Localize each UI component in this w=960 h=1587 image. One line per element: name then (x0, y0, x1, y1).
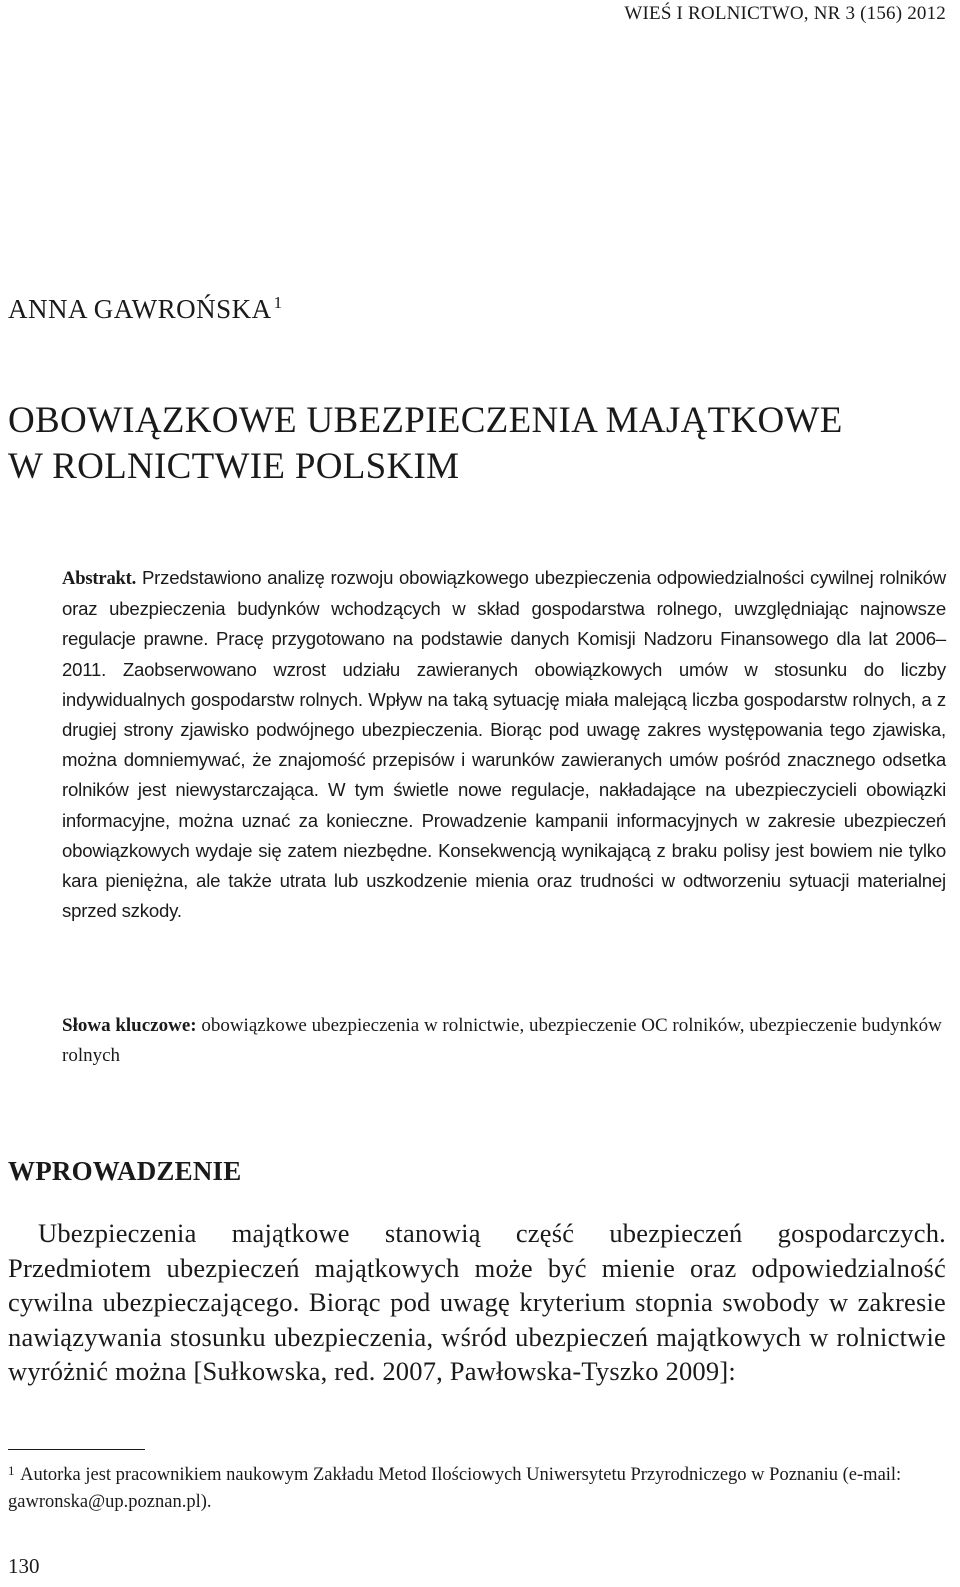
author-footnote-mark: 1 (273, 293, 283, 312)
footnote (8, 1457, 946, 1516)
keywords-label: Słowa kluczowe: (62, 1015, 197, 1036)
footnote-divider (8, 1449, 145, 1450)
page-number: 130 (8, 1554, 40, 1578)
author-name-text: ANNA GAWROŃSKA (8, 294, 272, 324)
running-header: WIEŚ I ROLNICTWO, NR 3 (156) 2012 (624, 3, 946, 24)
author-name (8, 293, 283, 325)
footnote-mark: 1 (8, 1463, 15, 1478)
abstract (62, 563, 946, 926)
section-heading: WPROWADZENIE (8, 1156, 242, 1186)
abstract-text: Przedstawiono analizę rozwoju obowiązkowego ubezpieczenia odpowiedzialności cywilnej rolników oraz ubezpieczenia budynków wchodzących w skład gospodarstwa rolnego, uwzględniając najnowsze regulacje prawne. Pracę przygotowano na podstawie danych Komisji Nadzoru Finansowego dla lat 2006–2011. Zaobserwowano wzrost udziału zawieranych obowiązkowych umów w stosunku do liczby indywidualnych gospodarstw rolnych. Wpływ na taką sytuację miała malejącą liczba gospodarstw rolnych, a z drugiej strony zjawisko podwójnego ubezpieczenia. Biorąc pod uwagę zakres występowania tego zjawiska, można domniemywać, że znajomość przepisów i warunków zawieranych umów pośród znacznego odsetka rolników jest niewystarczająca. W tym świetle nowe regulacje, nakładające na ubezpieczycieli obowiązki informacyjne, można uznać za konieczne. Prowadzenie kampanii informacyjnych w zakresie ubezpieczeń obowiązkowych wydaje się zatem niezbędne. Konsekwencją wynikającą z braku polisy jest bowiem nie tylko kara pieniężna, ale także utrata lub uszkodzenie mienia oraz trudności w odtworzeniu sytuacji materialnej sprzed szkody. (62, 567, 946, 922)
keywords (62, 1011, 946, 1071)
footnote-text: Autorka jest pracownikiem naukowym Zakładu Metod Ilościowych Uniwersytetu Przyrodniczego w Poznaniu (e-mail: gawronska@up.poznan.pl). (8, 1465, 902, 1512)
abstract-label: Abstrakt. (62, 568, 137, 589)
article-title-line2: W ROLNICTWIE POLSKIM (8, 446, 460, 487)
article-title-line1: OBOWIĄZKOWE UBEZPIECZENIA MAJĄTKOWE (8, 400, 843, 441)
intro-paragraph: Ubezpieczenia majątkowe stanowią część ubezpieczeń gospodarczych. Przedmiotem ubezpieczeń majątkowych może być mienie oraz odpowiedzialność cywilna ubezpieczającego. Biorąc pod uwagę kryterium stopnia swobody w zakresie nawiązywania stosunku ubezpieczenia, wśród ubezpieczeń majątkowych w rolnictwie wyróżnić można [Sułkowska, red. 2007, Pawłowska-Tyszko 2009]: (8, 1218, 946, 1387)
keywords-text: obowiązkowe ubezpieczenia w rolnictwie, ubezpieczenie OC rolników, ubezpieczenie budynków rolnych (62, 1015, 942, 1066)
article-title (8, 398, 948, 490)
